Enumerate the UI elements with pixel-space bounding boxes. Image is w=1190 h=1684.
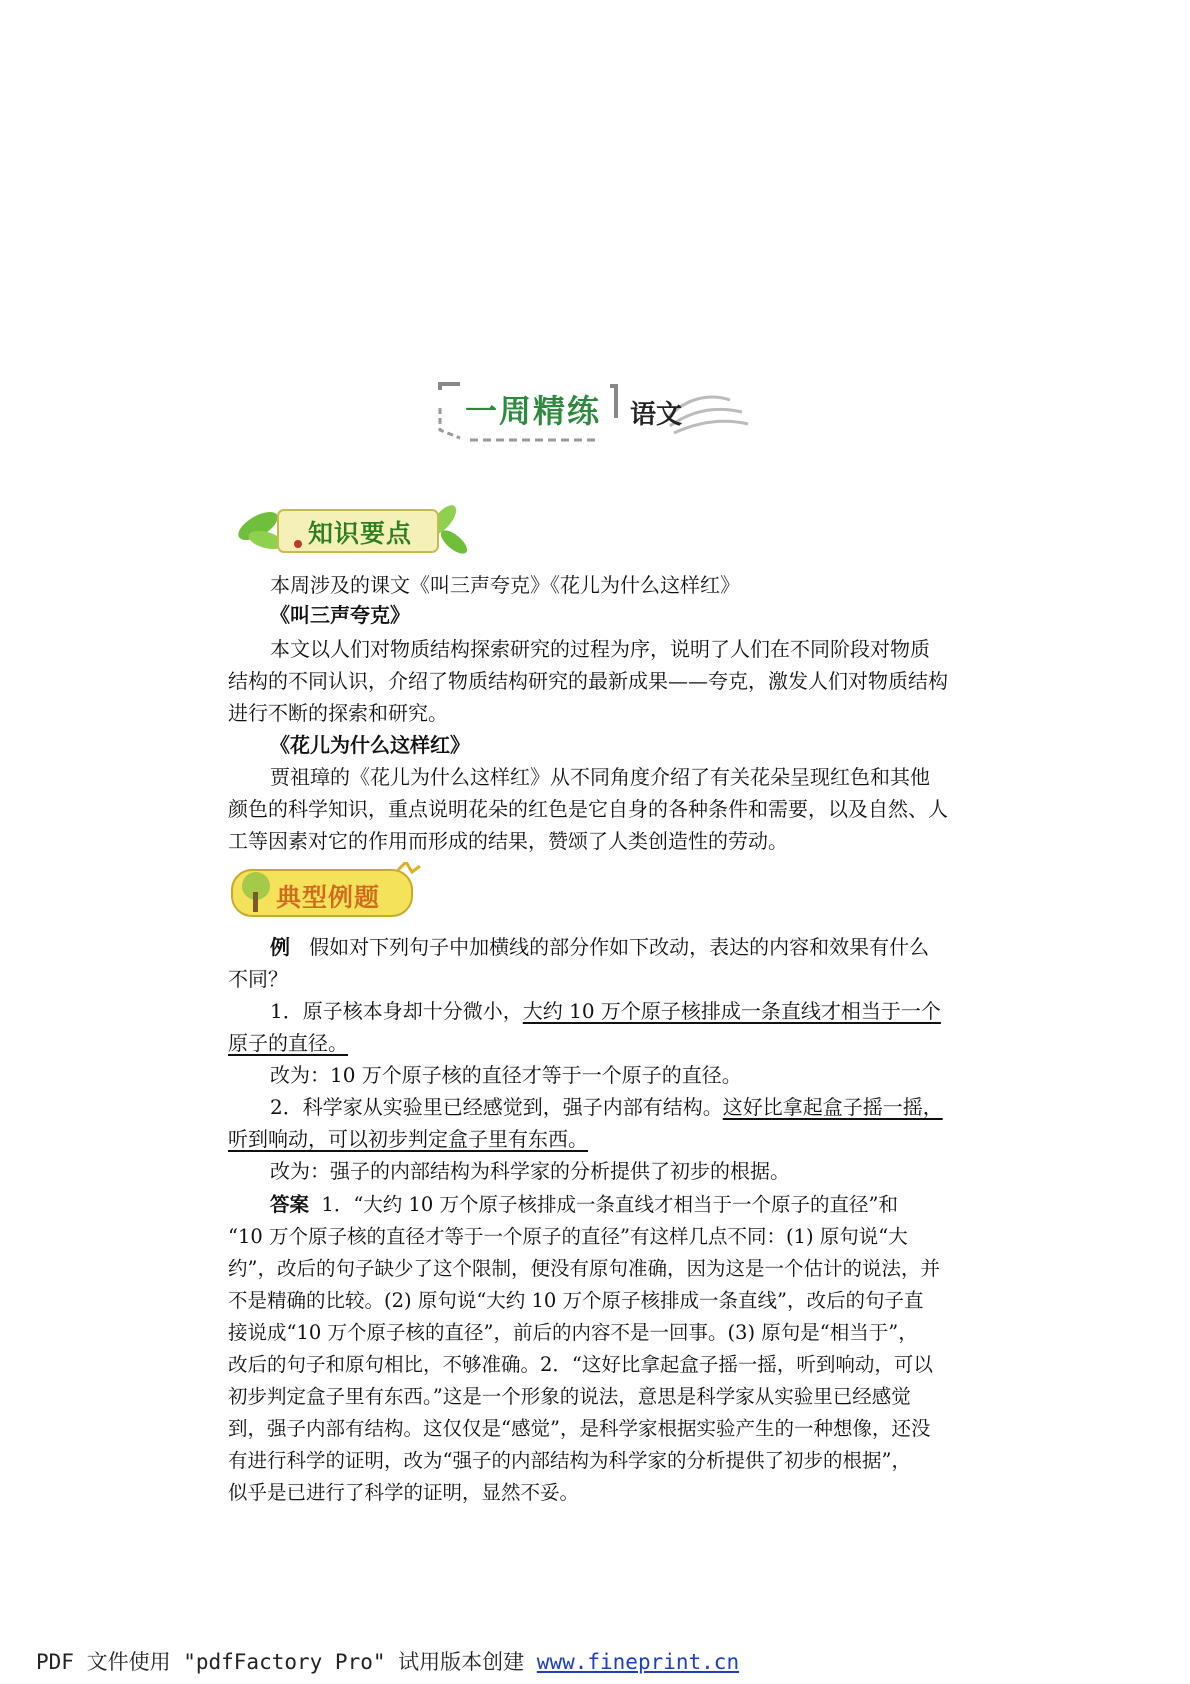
sentence-2 [270,1092,970,1122]
example-question [270,932,970,962]
underlined-text: 原子的直径。 [228,1031,348,1055]
knowledge-header [228,498,468,558]
paragraph-line: 进行不断的探索和研究。 [228,701,448,725]
paragraph-line: 颜色的科学知识，重点说明花朵的红色是它自身的各种条件和需要，以及自然、人 [228,797,948,821]
answer-line: 接说成“10 万个原子核的直径”，前后的内容不是一回事。(3) 原句是“相当于”， [228,1321,918,1344]
answer-label: 答案 [270,1193,310,1216]
knowledge-header-label: 知识要点 [308,519,413,548]
sentence-2-cont [228,1124,968,1154]
answer-line: 到，强子内部有结构。这仅仅是“感觉”，是科学家根据实验产生的一种想像，还没 [228,1417,931,1440]
subject-label: 语文 [630,400,683,430]
lesson-title-1: 《叫三声夸克》 [270,603,410,627]
answer-line: 约”，改后的句子缺少了这个限制，便没有原句准确，因为这是一个估计的说法，并 [228,1257,940,1280]
underlined-text: 听到响动，可以初步判定盒子里有东西。 [228,1127,588,1151]
answer-line: 改后的句子和原句相比，不够准确。2．“这好比拿起盒子摇一摇，听到响动，可以 [228,1353,933,1376]
title-banner [430,378,760,448]
underlined-text: 这好比拿起盒子摇一摇， [722,1095,943,1119]
example-label: 例 [270,935,290,959]
underlined-text: 大约 10 万个原子核排成一条直线才相当于一个 [522,999,941,1023]
sentence-1-change: 改为：10 万个原子核的直径才等于一个原子的直径。 [270,1063,742,1087]
paragraph-line: 结构的不同认识，介绍了物质结构研究的最新成果——夸克，激发人们对物质结构 [228,669,948,693]
answer-line: 初步判定盒子里有东西。”这是一个形象的说法，意思是科学家从实验里已经感觉 [228,1385,911,1408]
knowledge-intro: 本周涉及的课文《叫三声夸克》《花儿为什么这样红》 [270,573,740,597]
question-line: 不同？ [228,967,288,991]
footer-link[interactable]: www.fineprint.cn [536,1650,740,1674]
sentence-1 [270,996,970,1026]
answer-line: 有进行科学的证明，改为“强子的内部结构为科学家的分析提供了初步的根据”， [228,1449,911,1472]
answer-first-line [270,1190,970,1220]
sentence-2-change: 改为：强子的内部结构为科学家的分析提供了初步的根据。 [270,1159,790,1183]
paragraph-line: 贾祖璋的《花儿为什么这样红》从不同角度介绍了有关花朵呈现红色和其他 [270,765,930,789]
paragraph-line: 本文以人们对物质结构探索研究的过程为序，说明了人们在不同阶段对物质 [270,637,930,661]
example-header-label: 典型例题 [276,883,381,912]
answer-line: 似乎是已进行了科学的证明，显然不妥。 [228,1481,580,1504]
sentence-1-cont [228,1028,968,1058]
footer-text: PDF 文件使用 "pdfFactory Pro" 试用版本创建 [36,1650,537,1674]
page-title: 一周精练 [464,392,601,430]
example-header [228,862,428,922]
answer-line: “10 万个原子核的直径才等于一个原子的直径”有这样几点不同：(1) 原句说“大 [228,1225,908,1248]
question-text: 假如对下列句子中加横线的部分作如下改动，表达的内容和效果有什么 [309,935,930,959]
sentence-text: 1．原子核本身却十分微小， [270,999,523,1023]
pdf-footer [36,1646,739,1676]
sentence-text: 2．科学家从实验里已经感觉到，强子内部有结构。 [270,1095,723,1119]
lesson-title-2: 《花儿为什么这样红》 [270,733,470,757]
answer-line: 不是精确的比较。(2) 原句说“大约 10 万个原子核排成一条直线”，改后的句子直 [228,1289,924,1312]
answer-text: 1．“大约 10 万个原子核排成一条直线才相当于一个原子的直径”和 [321,1193,898,1216]
paragraph-line: 工等因素对它的作用而形成的结果，赞颂了人类创造性的劳动。 [228,829,788,853]
